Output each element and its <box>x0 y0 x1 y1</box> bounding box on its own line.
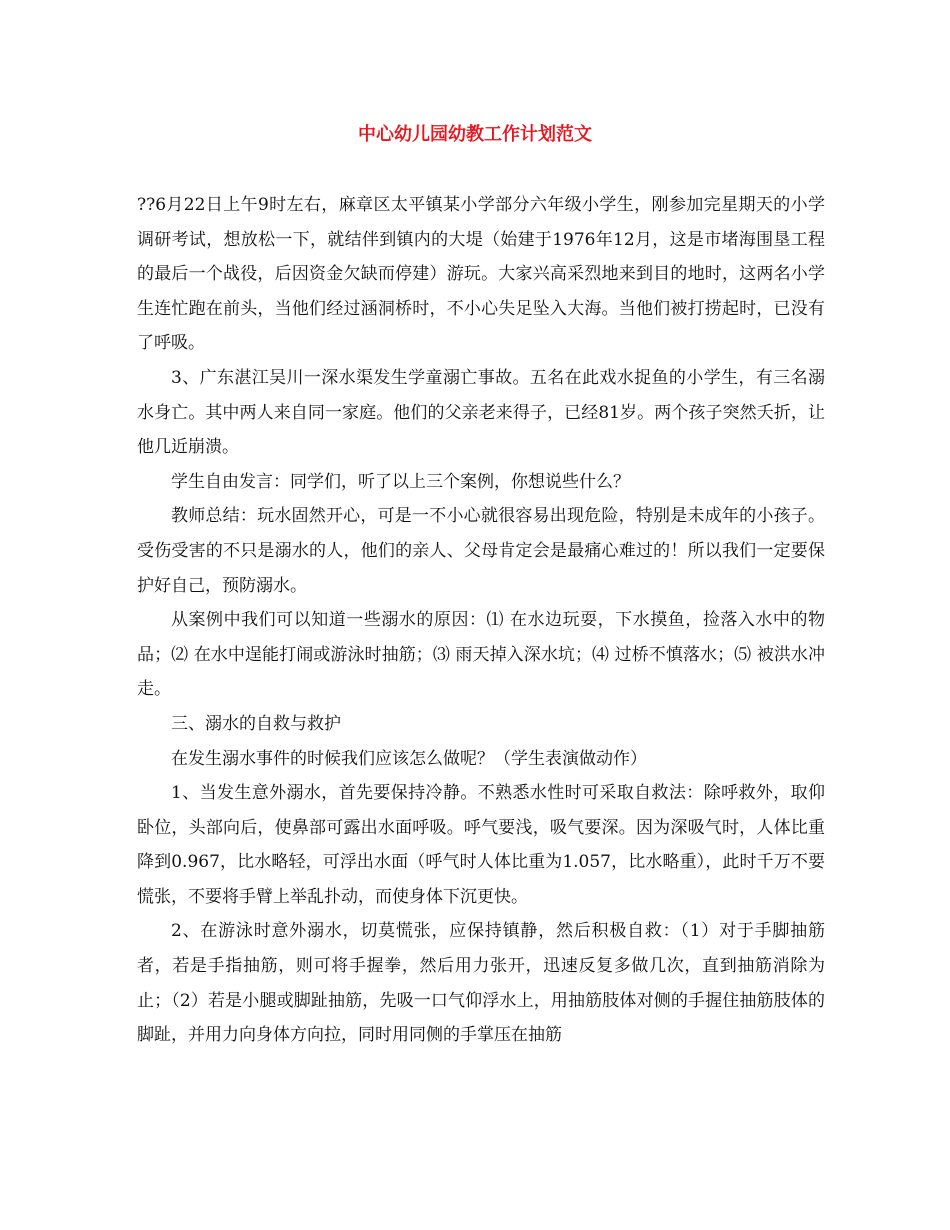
paragraph: 从案例中我们可以知道一些溺水的原因：⑴ 在水边玩耍，下水摸鱼，捡落入水中的物品；⑵ 在水中逞能打闹或游泳时抽筋；⑶ 雨天掉入深水坑；⑷ 过桥不慎落水；⑸ 被洪水冲走。 <box>137 610 825 700</box>
document-body <box>137 188 825 1053</box>
paragraph: 3、广东湛江吴川一深水渠发生学童溺亡事故。五名在此戏水捉鱼的小学生，有三名溺水身亡。其中两人来自同一家庭。他们的父亲老来得子，已经81岁。两个孩子突然夭折，让他几近崩溃。 <box>137 367 825 458</box>
paragraph: 1、当发生意外溺水，首先要保持冷静。不熟悉水性时可采取自救法：除呼救外，取仰卧位，头部向后，使鼻部可露出水面呼吸。呼气要浅，吸气要深。因为深吸气时，人体比重降到0.967，比水略轻，可浮出水面（呼气时人体比重为1.057，比水略重），此时千万不要慌张，不要将手臂上举乱扑动，而使身体下沉更快。 <box>137 783 825 907</box>
document-title: 中心幼儿园幼教工作计划范文 <box>358 124 592 145</box>
paragraph: 教师总结：玩水固然开心，可是一不小心就很容易出现危险，特别是未成年的小孩子。受伤受害的不只是溺水的人，他们的亲人、父母肯定会是最痛心难过的！所以我们一定要保护好自己，预防溺水。 <box>137 506 825 596</box>
section-heading: 三、溺水的自救与救护 <box>171 713 341 734</box>
paragraph: 在发生溺水事件的时候我们应该怎么做呢？（学生表演做动作） <box>171 748 647 769</box>
paragraph: ??6月22日上午9时左右，麻章区太平镇某小学部分六年级小学生，刚参加完星期天的小学调研考试，想放松一下，就结伴到镇内的大堤（始建于1976年12月，这是市堵海围垦工程的最后一个战役，后因资金欠缺而停建）游玩。大家兴高采烈地来到目的地时，这两名小学生连忙跑在前头，当他们经过涵洞桥时，不小心失足坠入大海。当他们被打捞起时，已没有了呼吸。 <box>137 195 825 354</box>
paragraph: 学生自由发言：同学们，听了以上三个案例，你想说些什么？ <box>171 471 630 492</box>
paragraph: 2、在游泳时意外溺水，切莫慌张，应保持镇静，然后积极自救：（1）对于手脚抽筋者，若是手指抽筋，则可将手握拳，然后用力张开，迅速反复多做几次，直到抽筋消除为止；（2）若是小腿或脚趾抽筋，先吸一口气仰浮水上，用抽筋肢体对侧的手握住抽筋肢体的脚趾，并用力向身体方向拉，同时用同侧的手掌压在抽筋 <box>137 921 825 1046</box>
